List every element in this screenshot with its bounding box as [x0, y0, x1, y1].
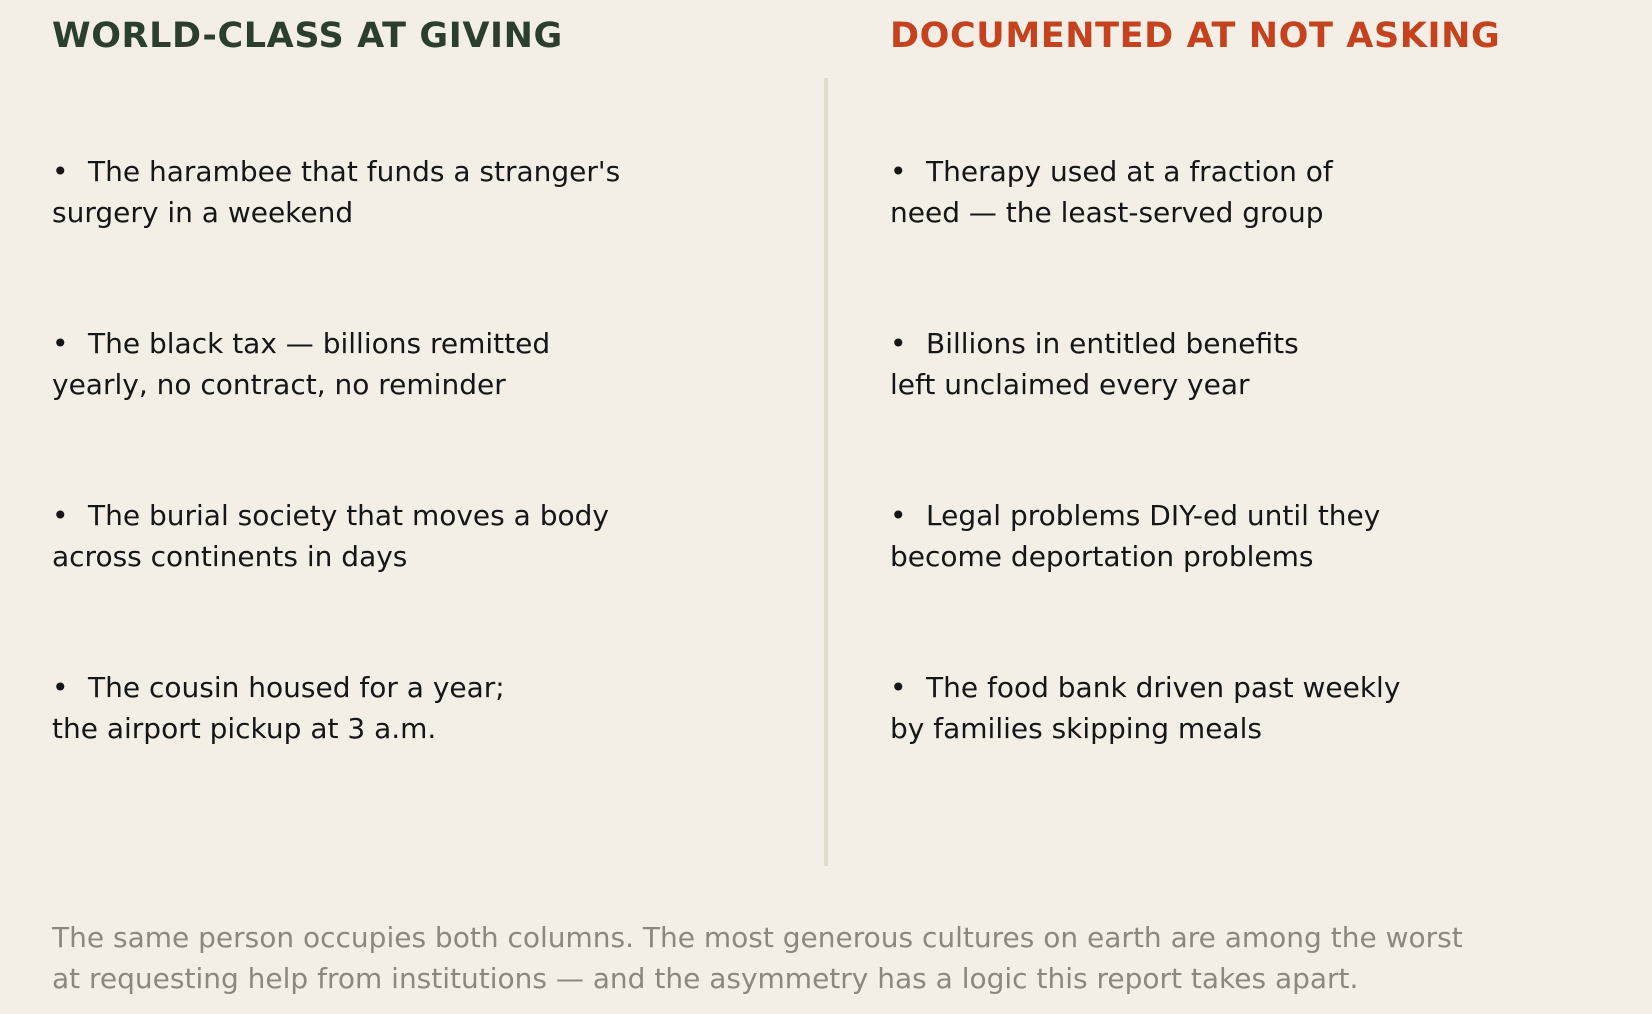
list-item-line-1: The black tax — billions remitted: [88, 327, 551, 360]
footer-note: [52, 917, 1612, 999]
list-item-line-2: yearly, no contract, no reminder: [52, 368, 506, 401]
bullet-icon: •: [52, 327, 69, 360]
list-item: [890, 667, 1400, 749]
list-item-line-1: Legal problems DIY-ed until they: [926, 499, 1381, 532]
list-item: [890, 323, 1299, 405]
list-item-line-1: The food bank driven past weekly: [926, 671, 1401, 704]
list-item: [52, 151, 620, 233]
list-item-line-1: Therapy used at a fraction of: [926, 155, 1333, 188]
list-item: [52, 323, 550, 405]
list-item-line-2: left unclaimed every year: [890, 368, 1250, 401]
list-item-line-2: the airport pickup at 3 a.m.: [52, 712, 437, 745]
right-column-heading: DOCUMENTED AT NOT ASKING: [890, 16, 1501, 56]
list-item-line-1: The harambee that funds a stranger's: [88, 155, 621, 188]
list-item: [890, 495, 1380, 577]
bullet-icon: •: [52, 499, 69, 532]
list-item-line-2: need — the least-served group: [890, 196, 1324, 229]
footer-line-1: The same person occupies both columns. The most generous cultures on earth are among the worst: [52, 921, 1463, 954]
bullet-icon: •: [890, 499, 907, 532]
list-item-line-2: across continents in days: [52, 540, 408, 573]
list-item-line-1: The cousin housed for a year;: [88, 671, 505, 704]
list-item-line-2: become deportation problems: [890, 540, 1314, 573]
list-item-line-1: Billions in entitled benefits: [926, 327, 1299, 360]
footer-line-2: at requesting help from institutions — and the asymmetry has a logic this report takes apart.: [52, 962, 1359, 995]
bullet-icon: •: [52, 155, 69, 188]
bullet-icon: •: [890, 671, 907, 704]
list-item-line-1: The burial society that moves a body: [88, 499, 609, 532]
list-item: [890, 151, 1333, 233]
bullet-icon: •: [52, 671, 69, 704]
list-item: [52, 667, 505, 749]
list-item-line-2: by families skipping meals: [890, 712, 1262, 745]
column-divider: [824, 78, 828, 866]
left-column-heading: WORLD-CLASS AT GIVING: [52, 16, 563, 56]
list-item: [52, 495, 609, 577]
bullet-icon: •: [890, 155, 907, 188]
bullet-icon: •: [890, 327, 907, 360]
list-item-line-2: surgery in a weekend: [52, 196, 354, 229]
